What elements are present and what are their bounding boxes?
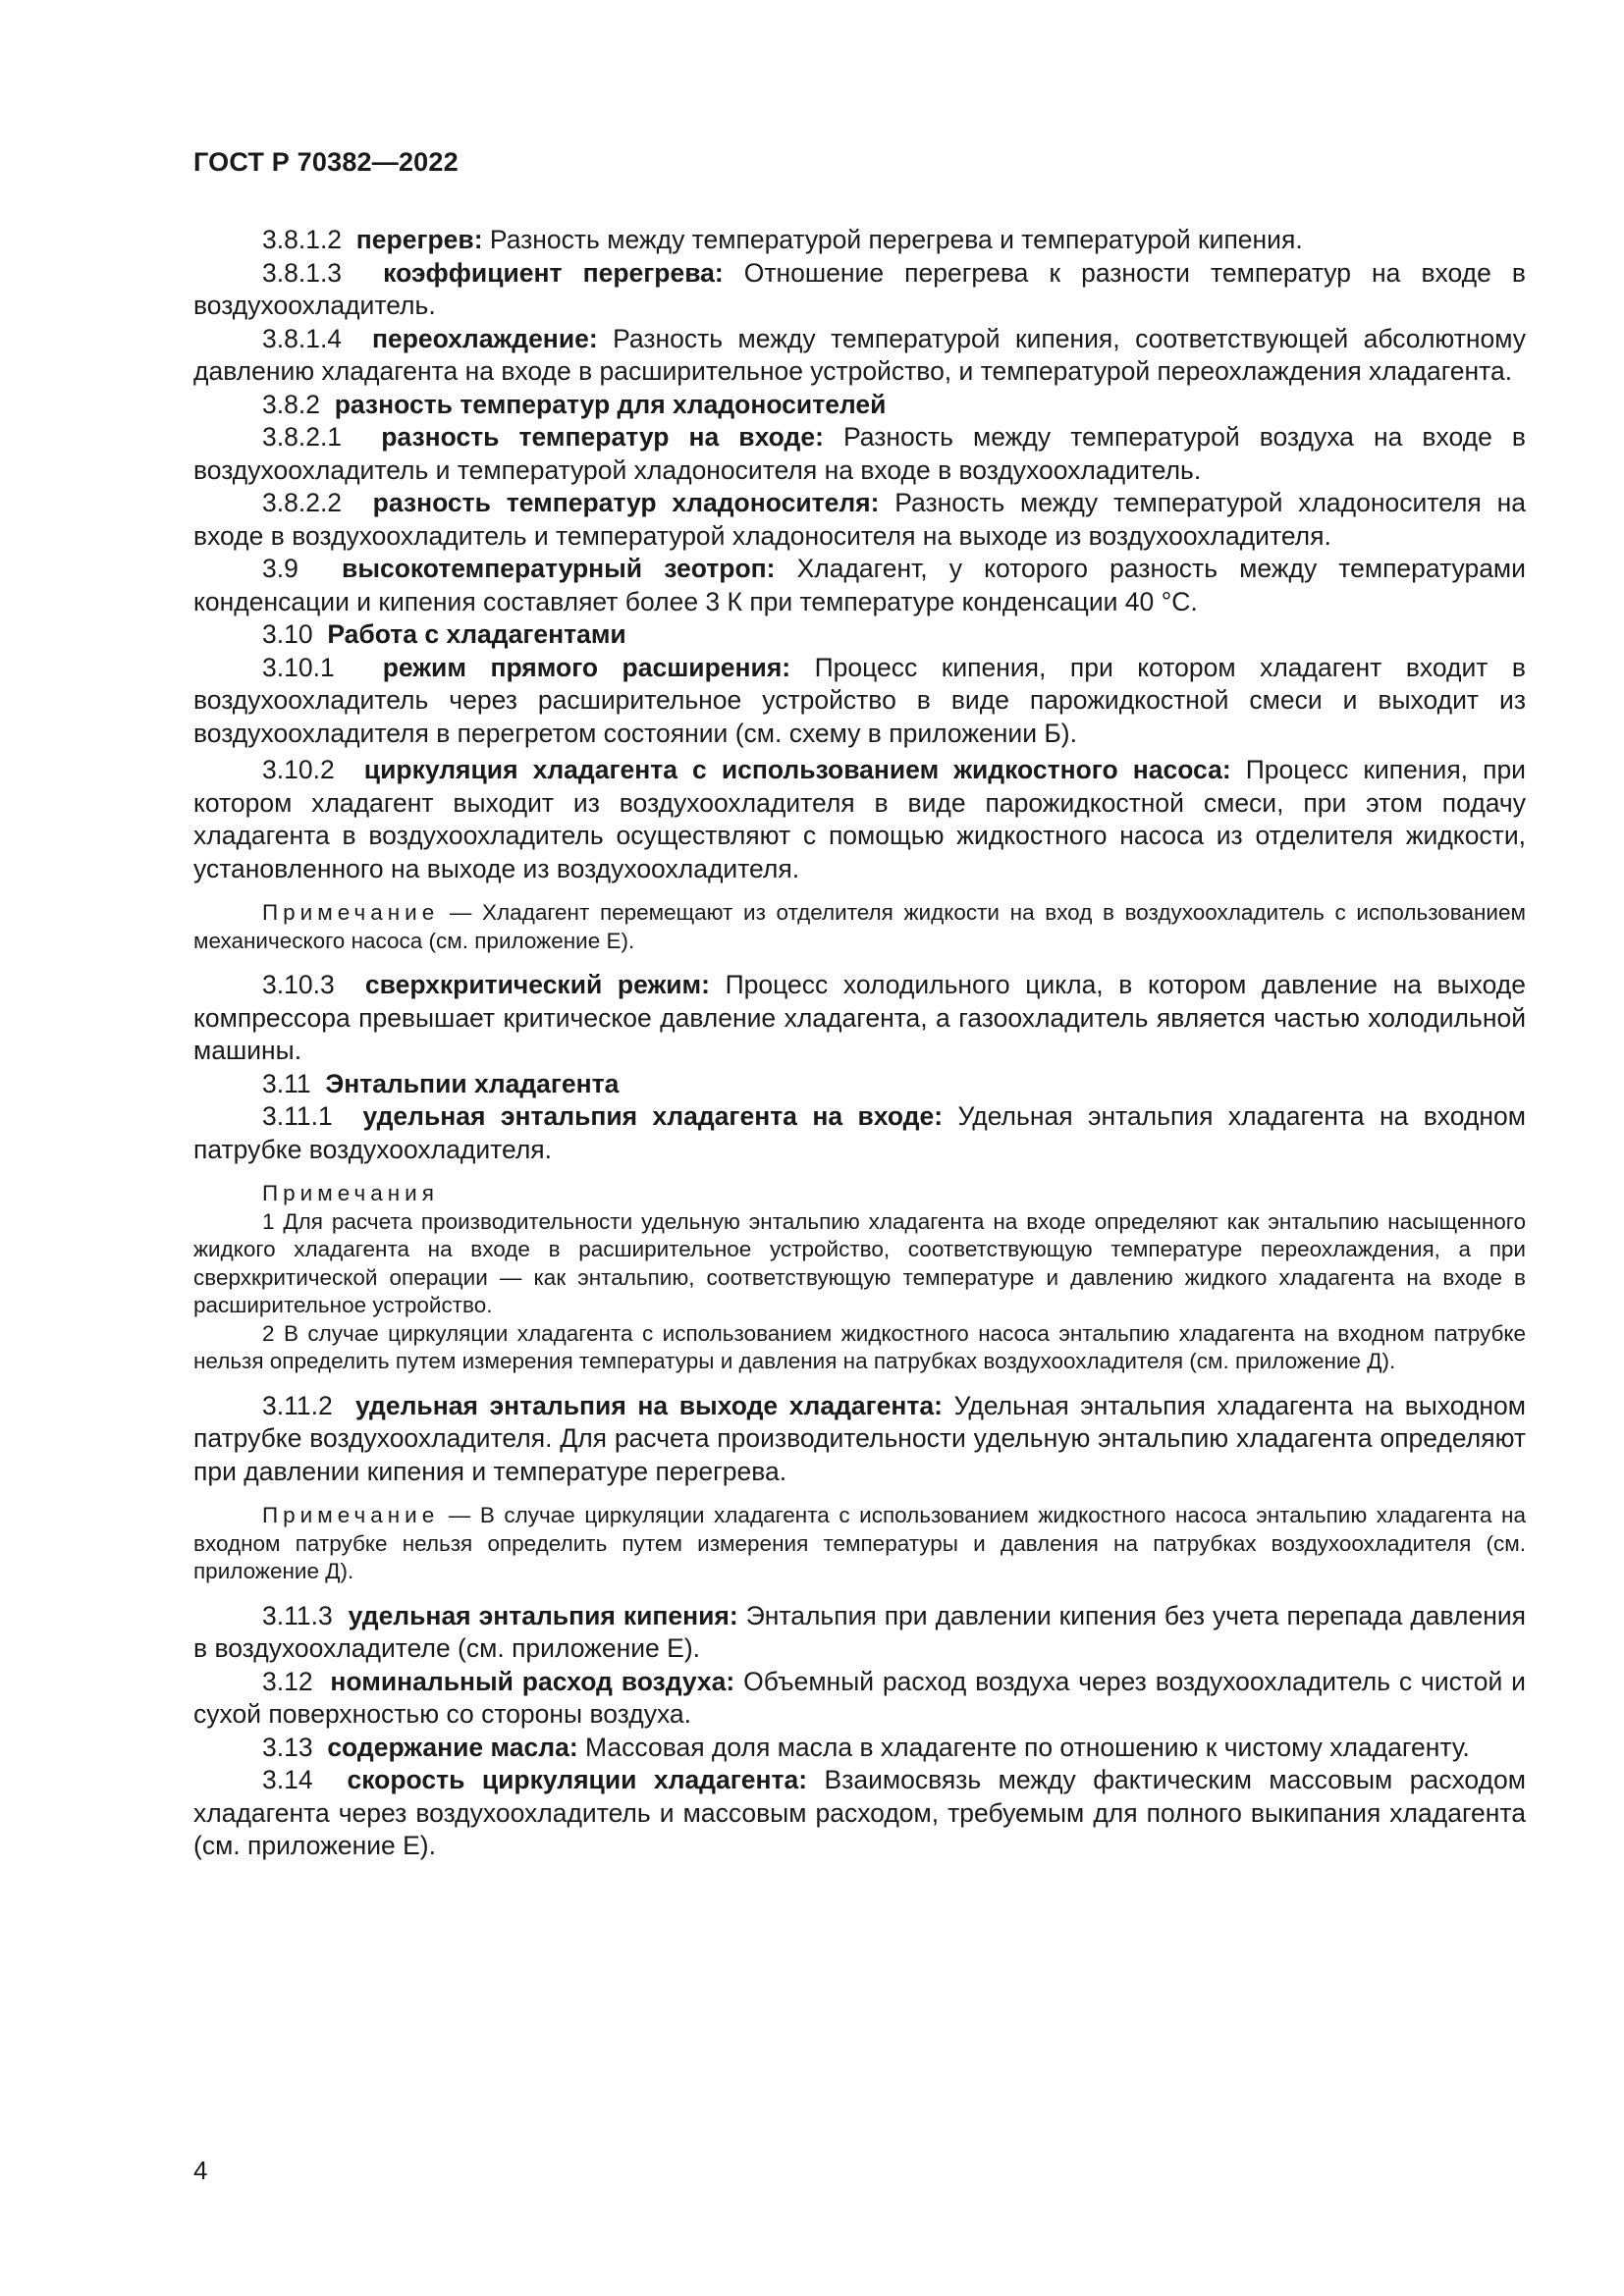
term-3-11: 3.11 Энтальпии хладагента	[262, 1068, 620, 1098]
document-body	[193, 224, 1526, 1863]
term-3-13: 3.13 содержание масла: Массовая доля масла в хладагенте по отношению к чистому хладагенту.	[262, 1732, 1470, 1762]
note-label: Примечание	[262, 1503, 440, 1527]
term-3-8-1-4: 3.8.1.4 переохлаждение: Разность между температурой кипения, соответствующей абсолютному давлению хладагента на входе в расширительное устройство, и температурой переохлаждения хладагента.	[193, 323, 1526, 386]
term-name: удельная энтальпия на выходе хладагента:	[354, 1390, 943, 1420]
term-name: удельная энтальпия кипения:	[348, 1600, 738, 1630]
term-3-10-3: 3.10.3 сверхкритический режим: Процесс холодильного цикла, в котором давление на выходе компрессора превышает критическое давление хладагента, а газоохладитель является частью холодильной машины.	[193, 970, 1526, 1065]
term-3-8-2: 3.8.2 разность температур для хладоносителей	[262, 389, 887, 419]
term-name: переохлаждение:	[371, 323, 598, 353]
term-name: разность температур хладоносителя:	[372, 488, 880, 517]
term-3-11-2: 3.11.2 удельная энтальпия на выходе хладагента: Удельная энтальпия хладагента на выходном патрубке воздухоохладителя. Для расчета производительности удельную энтальпию хладагента определяют при давлении кипения и температуре перегрева.	[193, 1390, 1526, 1486]
note-2-item-1: 1 Для расчета производительности удельную энтальпию хладагента на входе определяют как энтальпию насыщенного жидкого хладагента на входе в расширительное устройство, соответствующую температуре переохлаждения, а при сверхкритической операции — как энтальпию, соответствующую температуре и давлению жидкого хладагента на входе в расширительное устройство.	[193, 1208, 1526, 1317]
note-label: Примечание	[262, 900, 440, 925]
term-name: разность температур для хладоносителей	[334, 389, 887, 419]
term-name: разность температур на входе:	[381, 422, 824, 452]
document-header: ГОСТ Р 70382—2022	[193, 147, 459, 177]
term-name: коэффициент перегрева:	[383, 257, 724, 288]
notes-2	[193, 1180, 1526, 1376]
term-name: высокотемпературный зеотроп:	[342, 554, 776, 583]
note-3: Примечание — В случае циркуляции хладагента с использованием жидкостного насоса энтальпию хладагента на входном патрубке нельзя определить путем измерения температуры и давления на патрубках воздухоохладителя (см. приложение Д).	[193, 1503, 1526, 1583]
term-3-12: 3.12 номинальный расход воздуха: Объемный расход воздуха через воздухоохладитель с чистой и сухой поверхностью со стороны воздуха.	[193, 1666, 1526, 1729]
term-3-8-2-1: 3.8.2.1 разность температур на входе: Разность между температурой воздуха на входе в воздухоохладитель и температурой хладоносителя на входе в воздухоохладитель.	[193, 422, 1526, 485]
term-name: удельная энтальпия хладагента на входе:	[362, 1101, 944, 1131]
term-name: содержание масла:	[327, 1732, 578, 1762]
term-name: режим прямого расширения:	[382, 652, 791, 682]
term-3-8-1-2: 3.8.1.2 перегрев: Разность между температурой перегрева и температурой кипения.	[262, 225, 1303, 254]
term-3-10-2: 3.10.2 циркуляция хладагента с использованием жидкостного насоса: Процесс кипения, при котором хладагент выходит из воздухоохладителя в виде парожидкостной смеси, при этом подачу хладагента в воздухоохладитель осуществляют с помощью жидкостного насоса из отделителя жидкости, установленного на выходе из воздухоохладителя.	[193, 755, 1526, 883]
term-3-8-2-2: 3.8.2.2 разность температур хладоносителя: Разность между температурой хладоносителя на входе в воздухоохладитель и температурой хладоносителя на выходе из воздухоохладителя.	[193, 488, 1526, 551]
page-number: 4	[193, 2156, 208, 2185]
note-label: Примечания	[262, 1181, 439, 1205]
term-3-10: 3.10 Работа с хладагентами	[262, 619, 626, 649]
term-name: Работа с хладагентами	[327, 619, 626, 649]
term-3-14: 3.14 скорость циркуляции хладагента: Взаимосвязь между фактическим массовым расходом хладагента через воздухоохладитель и массовым расходом, требуемым для полного выкипания хладагента (см. приложение Е).	[193, 1765, 1526, 1860]
term-name: перегрев:	[355, 225, 483, 254]
term-name: скорость циркуляции хладагента:	[347, 1765, 808, 1794]
term-3-8-1-3: 3.8.1.3 коэффициент перегрева: Отношение перегрева к разности температур на входе в воздухоохладитель.	[193, 257, 1526, 320]
note-1: Примечание — Хладагент перемещают из отделителя жидкости на вход в воздухоохладитель с использованием механического насоса (см. приложение Е).	[193, 900, 1526, 953]
note-2-item-2: 2 В случае циркуляции хладагента с использованием жидкостного насоса энтальпию хладагента на входном патрубке нельзя определить путем измерения температуры и давления на патрубках воздухоохладителя (см. приложение Д).	[193, 1320, 1526, 1373]
term-name: Энтальпии хладагента	[325, 1068, 620, 1098]
term-name: сверхкритический режим:	[364, 970, 710, 999]
term-name: номинальный расход воздуха:	[330, 1666, 735, 1696]
term-3-11-1: 3.11.1 удельная энтальпия хладагента на входе: Удельная энтальпия хладагента на входном патрубке воздухоохладителя.	[193, 1101, 1526, 1164]
term-3-11-3: 3.11.3 удельная энтальпия кипения: Энтальпия при давлении кипения без учета перепада давления в воздухоохладителе (см. приложение Е).	[193, 1600, 1526, 1663]
term-name: циркуляция хладагента с использованием жидкостного насоса:	[363, 755, 1231, 784]
term-3-9: 3.9 высокотемпературный зеотроп: Хладагент, у которого разность между температурами конденсации и кипения составляет более 3 К при температуре конденсации 40 °С.	[193, 554, 1526, 616]
term-3-10-1: 3.10.1 режим прямого расширения: Процесс кипения, при котором хладагент входит в воздухоохладитель через расширительное устройство в виде парожидкостной смеси и выходит из воздухоохладителя в перегретом состоянии (см. схему в приложении Б).	[193, 652, 1526, 748]
